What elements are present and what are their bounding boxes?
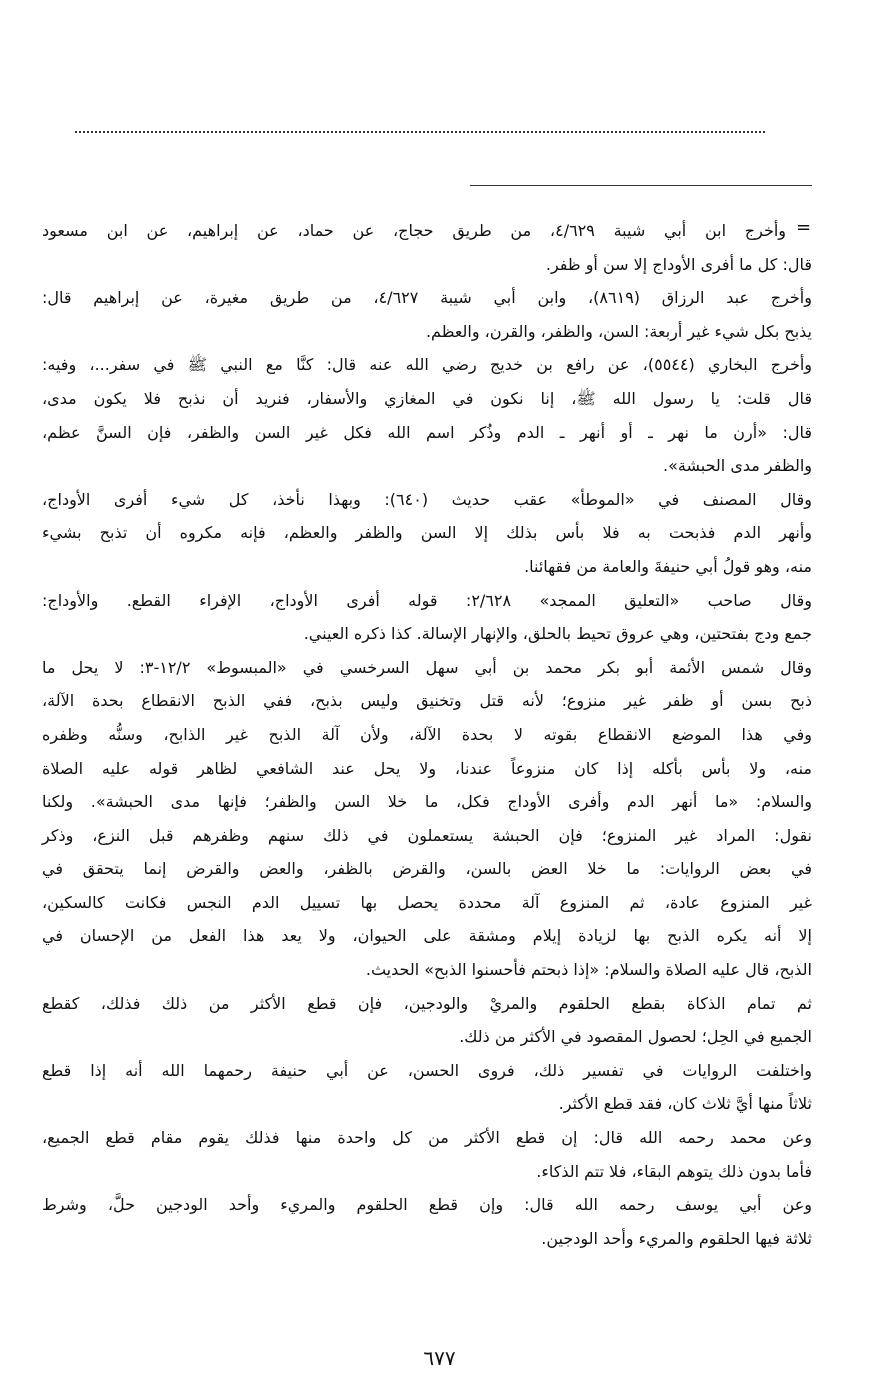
text-line: واختلفت الروايات في تفسير ذلك، فروى الحسن، عن أبي حنيفة رحمهما الله أنه إذا قطع: [42, 1060, 812, 1080]
text-line: وأنهر الدم فذبحت به فلا بأس بذلك إلا السن والظفر والعظم، فإنه مكروه أن تذبح بشيء: [42, 523, 812, 543]
text-line: في بعض الروايات: ما خلا العض بالسن، والقرض بالظفر، والعض والقرض إنما يتحقق في: [42, 859, 812, 879]
footnote-body: [42, 214, 812, 1255]
text-line: ثلاثة فيها الحلقوم والمريء وأحد الودجين.: [541, 1228, 812, 1248]
text-line: نقول: المراد غير المنزوع؛ فإن الحبشة يستعملون في ذلك سنهم وظفرهم قبل النزع، وذكر: [42, 825, 812, 845]
text-line: وعن محمد رحمه الله قال: إن قطع الأكثر من كل واحدة منها فذلك يقوم مقام قطع الجميع،: [42, 1128, 812, 1148]
text-line: وأخرج عبد الرزاق (٨٦١٩)، وابن أبي شيبة ٤/٦٢٧، من طريق مغيرة، عن إبراهيم قال:: [42, 288, 812, 308]
text-line: ثلاثاً منها أيَّ ثلاث كان، فقد قطع الأكثر.: [558, 1094, 812, 1114]
footnote-rule: [470, 185, 812, 186]
text-line: إلا أنه يكره الذبح بها لزيادة إيلام ومشقة على الحيوان، ولا يعد هذا الفعل من الإحسان في: [42, 926, 812, 946]
text-line: جمع ودج بفتحتين، وهي عروق تحيط بالحلق، والإنهار الإسالة. كذا ذكره العيني.: [303, 624, 812, 644]
text-line: قال: كل ما أفرى الأوداج إلا سن أو ظفر.: [545, 254, 812, 274]
text-line: منه، ولا بأس بأكله إذا كان منزوعاً عندنا، ولا يحل عند الشافعي لظاهر قوله عليه الصلاة: [42, 758, 812, 778]
text-line: فأما بدون ذلك يتوهم البقاء، فلا تتم الذكاء.: [536, 1161, 812, 1181]
text-line: منه، وهو قولُ أبي حنيفةَ والعامة من فقهائنا.: [524, 556, 812, 576]
text-line: والسلام: «ما أنهر الدم وأفرى الأوداج فكل، ما خلا السن والظفر؛ فإنها مدى الحبشة». ولكنا: [42, 792, 812, 812]
text-line: وقال المصنف في «الموطأ» عقب حديث (٦٤٠): وبهذا نأخذ، كل شيء أفرى الأوداج،: [42, 489, 813, 509]
text-line: وعن أبي يوسف رحمه الله قال: وإن قطع الحلقوم والمريء وأحد الودجين حلَّ، وشرط: [42, 1195, 812, 1215]
text-line: وفي هذا الموضع الانقطاع بقوته لا بحدة الآلة، ولأن آلة الذبح غير الذابح، وسنُّه وظفره: [42, 724, 812, 744]
text-line: قال قلت: يا رسول الله ﷺ، إنا نكون في المغازي والأسفار، فنريد أن نذبح فلا يكون مدى،: [42, 388, 812, 408]
text-line: ذبح بسن أو ظفر غير منزوع؛ لأنه قتل وتخنيق وليس بذبح، ففي الذبح الانقطاع بحدة الآلة،: [42, 691, 812, 711]
text-line: يذبح بكل شيء غير أربعة: السن، والظفر، والقرن، والعظم.: [425, 321, 812, 341]
text-line: الذبح، قال عليه الصلاة والسلام: «إذا ذبحتم فأحسنوا الذبح» الحديث.: [365, 960, 812, 980]
page-number: ٦٧٧: [423, 1346, 456, 1370]
text-line: وأخرج البخاري (٥٥٤٤)، عن رافع بن خديج رضي الله عنه قال: كنَّا مع النبي ﷺ في سفر...، وفيه:: [42, 355, 813, 375]
text-line: غير المنزوع عادة، ثم المنزوع آلة محددة يحصل بها تسييل الدم النجس فكانت كالسكين،: [42, 892, 812, 912]
text-line: وقال شمس الأئمة أبو بكر محمد بن أبي سهل السرخسي في «المبسوط» ١٢/٢-٣: لا يحل ما: [42, 657, 812, 677]
text-line: قال: «أرن ما نهر ـ أو أنهر ـ الدم وذُكر اسم الله فكل غير السن والظفر، فإن السنَّ عظم،: [42, 422, 812, 442]
text-line: والظفر مدى الحبشة».: [663, 456, 812, 476]
text-line: الجميع في الحِل؛ لحصول المقصود في الأكثر من ذلك.: [459, 1027, 812, 1047]
text-line: وأخرج ابن أبي شيبة ٤/٦٢٩، من طريق حجاج، عن حماد، عن إبراهيم، عن ابن مسعود: [42, 221, 787, 240]
text-line: وقال صاحب «التعليق الممجد» ٢/٦٢٨: قوله أفرى الأوداج، الإفراء القطع. والأوداج:: [42, 590, 812, 610]
continuation-marker: =: [796, 217, 812, 238]
text-line: ثم تمام الذكاة بقطع الحلقوم والمريْ والودجين، فإن قطع الأكثر من ذلك فذلك، كقطع: [42, 993, 812, 1013]
dotted-separator: [75, 131, 765, 133]
